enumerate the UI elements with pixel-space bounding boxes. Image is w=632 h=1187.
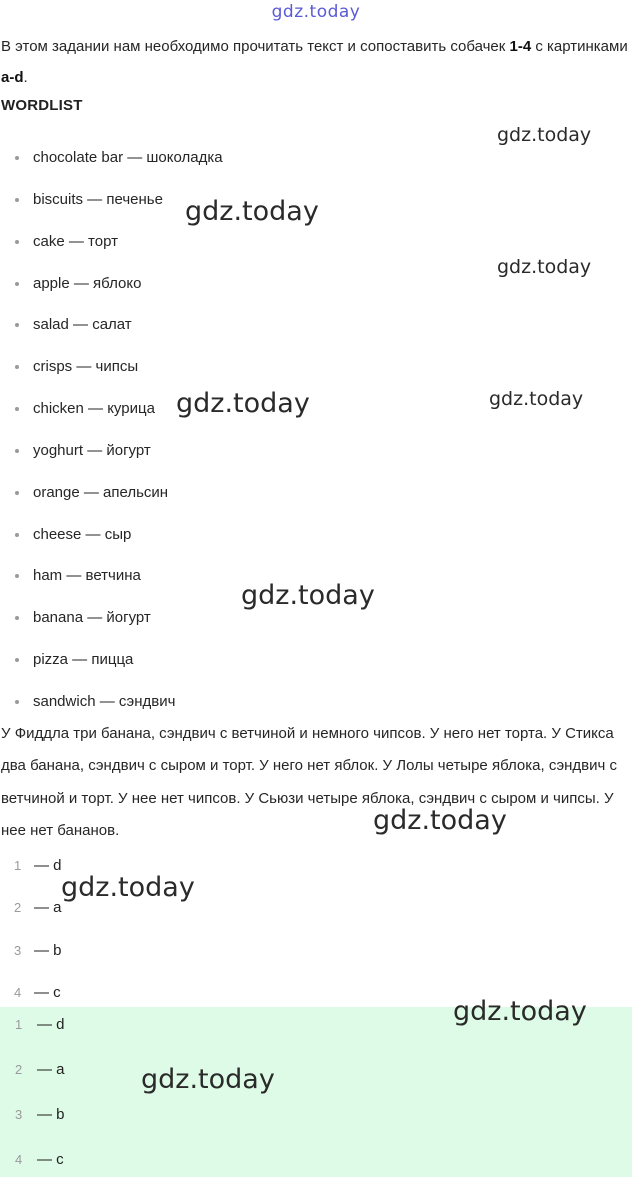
intro-text-3: .: [23, 69, 28, 86]
wordlist-item-label: apple — яблоко: [33, 274, 142, 292]
answer-number: 1: [14, 858, 22, 873]
answer-item: [0, 1097, 632, 1142]
intro-text-2: с картинками: [531, 38, 628, 55]
answers-list: [0, 845, 632, 1014]
story-text: У Фиддла три банана, сэндвич с ветчиной и немного чипсов. У него нет торта. У Стикса два банана, сэндвич с сыром и торт. У него нет яблок. У Лолы четыре яблока, сэндвич с ветчиной и торт. У нее нет чипсов. У Сьюзи четыре яблока, сэндвич с сыром и чипсы. У нее нет бананов.: [1, 725, 618, 839]
bullet-icon: [15, 449, 19, 453]
watermark: gdz.today: [185, 196, 319, 227]
bullet-icon: [15, 533, 19, 537]
wordlist-item-label: biscuits — печенье: [33, 190, 163, 208]
answer-text: — a: [37, 1061, 65, 1078]
list-item: [0, 179, 223, 221]
answers-highlight-block: [0, 1007, 632, 1177]
bullet-icon: [15, 365, 19, 369]
list-item: [0, 472, 223, 514]
wordlist-item-label: pizza — пицца: [33, 651, 134, 669]
wordlist-item-label: banana — йогурт: [33, 609, 151, 627]
wordlist: [0, 137, 223, 723]
answer-text: — d: [34, 857, 62, 874]
answer-number: 3: [14, 942, 22, 958]
list-item: [0, 388, 223, 430]
bullet-icon: [15, 240, 19, 244]
wordlist-item-label: cheese — сыр: [33, 525, 132, 543]
watermark: gdz.today: [61, 872, 195, 903]
answer-number: 4: [15, 1152, 23, 1167]
intro-bold-dogs-range: 1-4: [509, 38, 532, 55]
answer-text: — a: [34, 899, 62, 917]
bullet-icon: [15, 323, 19, 327]
list-item: [0, 346, 223, 388]
wordlist-heading: WORDLIST: [1, 97, 83, 114]
list-item: [0, 304, 223, 346]
watermark: gdz.today: [497, 124, 592, 146]
bullet-icon: [15, 156, 19, 160]
answer-number: 3: [15, 1107, 23, 1122]
wordlist-item-label: crisps — чипсы: [33, 358, 139, 376]
list-item: [0, 555, 223, 597]
watermark: gdz.today: [489, 388, 584, 410]
answer-number: 2: [14, 900, 22, 916]
watermark: gdz.today: [176, 388, 310, 419]
wordlist-item-label: yoghurt — йогурт: [33, 441, 151, 459]
answer-text: — c: [37, 1151, 64, 1168]
site-logo[interactable]: gdz.today: [271, 2, 361, 22]
watermark: gdz.today: [241, 580, 375, 611]
list-item: [0, 514, 223, 556]
list-item: [0, 639, 223, 681]
bullet-icon: [15, 282, 19, 286]
list-item: [0, 221, 223, 263]
watermark: gdz.today: [373, 805, 507, 836]
answer-item: [0, 845, 632, 887]
list-item: [0, 263, 223, 305]
wordlist-item-label: cake — торт: [33, 232, 118, 250]
list-item: [0, 681, 223, 723]
answer-item: [0, 930, 632, 972]
answer-item: [0, 887, 632, 929]
intro-bold-pictures-range: a-d: [1, 69, 24, 86]
answer-number: 4: [14, 984, 22, 1000]
watermark: gdz.today: [453, 996, 587, 1027]
wordlist-item-label: salad — салат: [33, 316, 132, 334]
answer-text: — b: [34, 941, 62, 959]
answer-text: — b: [37, 1106, 65, 1123]
bullet-icon: [15, 658, 19, 662]
wordlist-item-label: chocolate bar — шоколадка: [33, 149, 223, 166]
bullet-icon: [15, 491, 19, 495]
answer-text: — c: [34, 983, 61, 1001]
bullet-icon: [15, 574, 19, 578]
answer-number: 2: [15, 1062, 23, 1077]
answer-number: 1: [15, 1017, 23, 1032]
intro-text-1: В этом задании нам необходимо прочитать текст и сопоставить собачек: [1, 38, 510, 55]
wordlist-item-label: chicken — курица: [33, 400, 155, 418]
task-intro: [1, 31, 629, 93]
wordlist-item-label: sandwich — сэндвич: [33, 692, 176, 710]
wordlist-item-label: orange — апельсин: [33, 483, 169, 501]
answer-item: [0, 1007, 632, 1052]
list-item: [0, 430, 223, 472]
watermark: gdz.today: [497, 256, 592, 278]
watermark: gdz.today: [141, 1064, 275, 1095]
bullet-icon: [15, 616, 19, 620]
bullet-icon: [15, 198, 19, 202]
answer-item: [0, 1142, 632, 1187]
list-item: [0, 137, 223, 179]
bullet-icon: [15, 700, 19, 704]
wordlist-item-label: ham — ветчина: [33, 567, 141, 585]
answer-item: [0, 1052, 632, 1097]
answer-text: — d: [37, 1016, 65, 1033]
bullet-icon: [15, 407, 19, 411]
list-item: [0, 597, 223, 639]
